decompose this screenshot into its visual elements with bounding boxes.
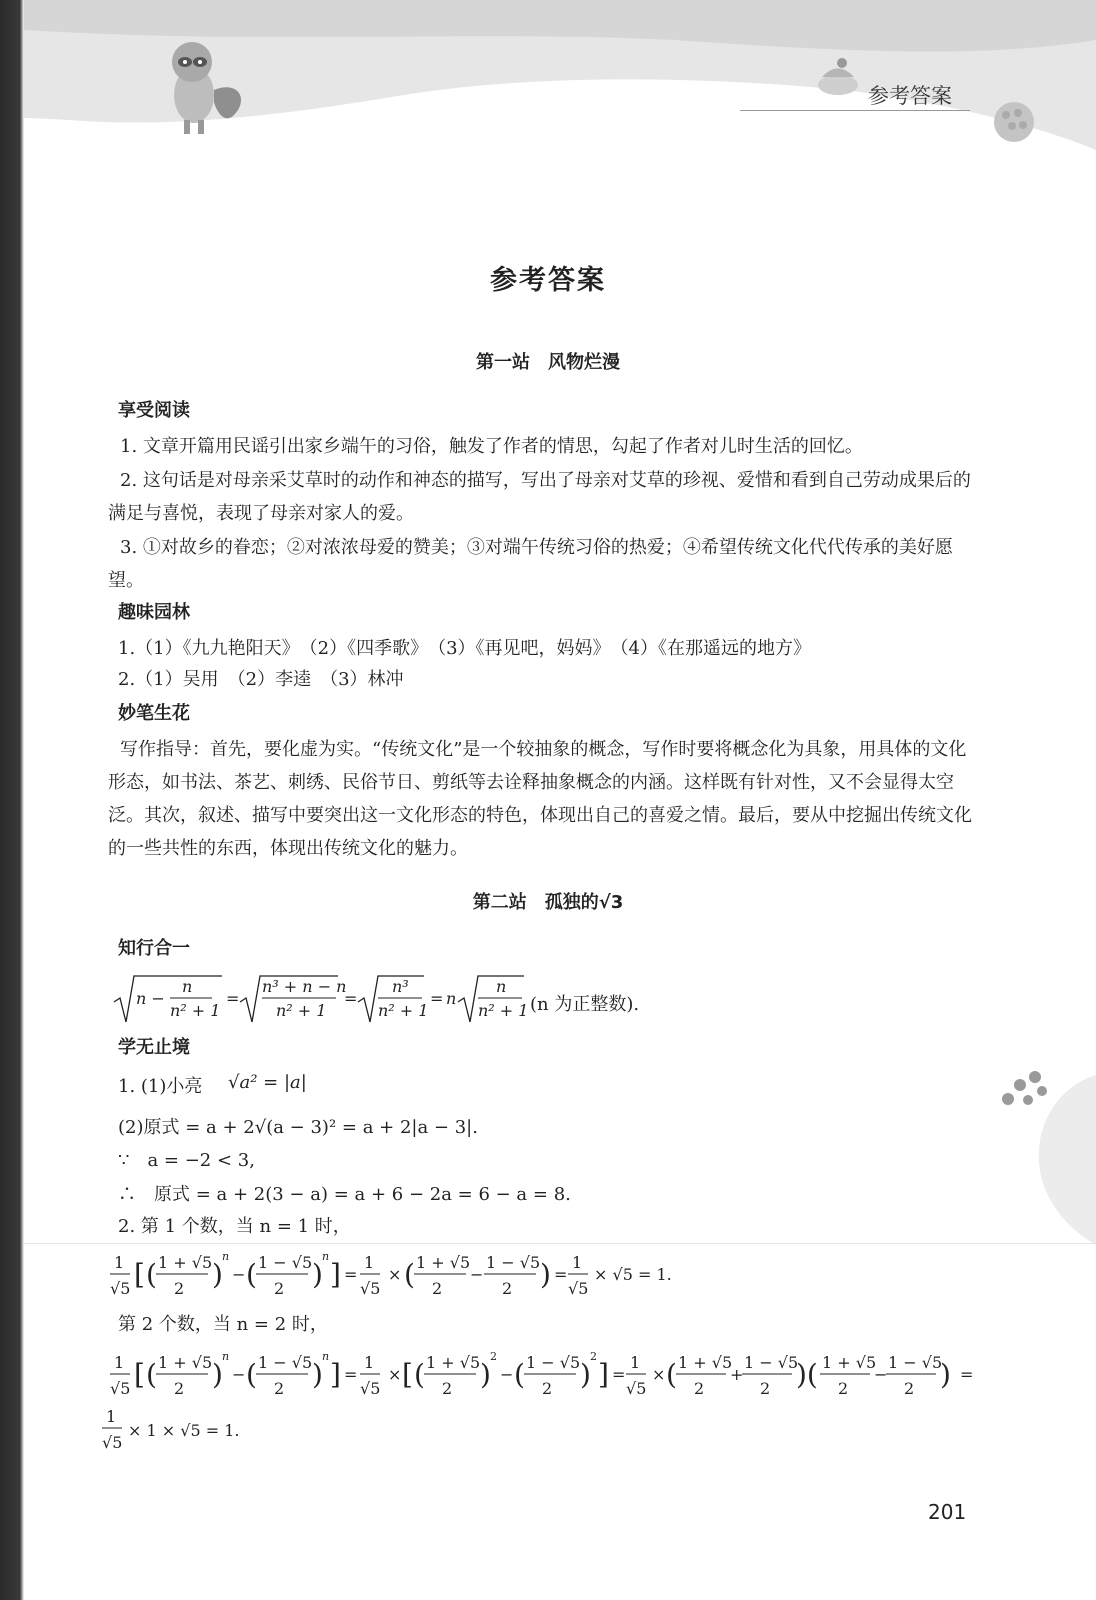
svg-text:2: 2	[838, 1379, 849, 1398]
svg-text:−: −	[874, 1365, 888, 1384]
svg-text:n² + 1: n² + 1	[378, 1001, 429, 1020]
svg-text:× √5 = 1.: × √5 = 1.	[594, 1265, 672, 1284]
svg-text:1 − √5: 1 − √5	[258, 1253, 313, 1272]
svg-text:n: n	[222, 1250, 230, 1263]
svg-text:n² + 1: n² + 1	[276, 1001, 327, 1020]
svg-text:]: ]	[330, 1258, 341, 1291]
n2-formula	[102, 1346, 988, 1456]
svg-text:−: −	[232, 1365, 246, 1384]
svg-text:): )	[312, 1358, 323, 1391]
svg-text:1: 1	[114, 1253, 125, 1272]
endless-line-5: 2. 第 1 个数，当 n = 1 时，	[118, 1216, 351, 1237]
svg-text:)(: )(	[796, 1358, 818, 1391]
svg-text:): )	[540, 1258, 551, 1291]
scan-edge-shadow	[0, 0, 24, 1600]
writing-heading: 妙笔生花	[118, 703, 190, 724]
svg-text:): )	[580, 1358, 591, 1391]
station-1-heading: 第一站 风物烂漫	[476, 352, 620, 373]
svg-text:(: (	[246, 1258, 257, 1291]
svg-text:n −: n −	[136, 989, 165, 1008]
svg-text:√5: √5	[110, 1279, 131, 1298]
svg-text:n² + 1: n² + 1	[170, 1001, 221, 1020]
svg-text:1 − √5: 1 − √5	[486, 1253, 541, 1272]
svg-text:√5: √5	[626, 1379, 647, 1398]
svg-text:2: 2	[904, 1379, 915, 1398]
svg-text:=: =	[344, 1265, 358, 1284]
svg-text:(: (	[146, 1358, 157, 1391]
raspberry-icon	[994, 102, 1034, 142]
svg-text:n³: n³	[392, 977, 409, 996]
svg-text:n: n	[322, 1250, 330, 1263]
svg-text:=: =	[344, 989, 358, 1008]
endless-heading: 学无止境	[118, 1037, 190, 1058]
unity-heading: 知行合一	[118, 938, 190, 959]
svg-text:×: ×	[388, 1265, 402, 1284]
svg-text:=: =	[612, 1365, 626, 1384]
endless-line-3: ∵ a = −2 < 3,	[118, 1150, 255, 1171]
svg-text:2: 2	[442, 1379, 453, 1398]
svg-text:(: (	[514, 1358, 525, 1391]
svg-text:√5: √5	[110, 1379, 131, 1398]
svg-text:2: 2	[174, 1279, 185, 1298]
reading-item-3: 3. ①对故乡的眷恋；②对浓浓母爱的赞美；③对端午传统习俗的热爱；④希望传统文化代代传承的美好愿望。	[108, 537, 953, 591]
svg-text:=: =	[226, 989, 240, 1008]
svg-text:2: 2	[760, 1379, 771, 1398]
svg-text:−: −	[470, 1265, 484, 1284]
svg-text:1: 1	[364, 1353, 375, 1372]
svg-text:=: =	[960, 1365, 974, 1384]
svg-text:2: 2	[694, 1379, 705, 1398]
svg-text:×: ×	[388, 1365, 402, 1384]
svg-text:1: 1	[106, 1407, 117, 1426]
svg-text:2: 2	[542, 1379, 553, 1398]
svg-text:n: n	[446, 989, 457, 1008]
svg-text:(: (	[146, 1258, 157, 1291]
svg-text:n: n	[496, 977, 507, 996]
svg-text:2: 2	[174, 1379, 185, 1398]
svg-text:1 + √5: 1 + √5	[678, 1353, 733, 1372]
endless-line-1-prefix: 1. (1)小亮	[118, 1076, 203, 1097]
svg-text:2: 2	[274, 1279, 285, 1298]
garden-heading: 趣味园林	[118, 602, 190, 623]
svg-text:√5: √5	[568, 1279, 589, 1298]
svg-text:): )	[940, 1358, 951, 1391]
svg-text:2: 2	[590, 1350, 597, 1363]
svg-text:× 1 × √5 = 1.: × 1 × √5 = 1.	[128, 1421, 240, 1440]
svg-text:1: 1	[572, 1253, 583, 1272]
svg-text:−: −	[500, 1365, 514, 1384]
svg-text:): )	[212, 1358, 223, 1391]
svg-text:1 + √5: 1 + √5	[822, 1353, 877, 1372]
svg-text:1: 1	[630, 1353, 641, 1372]
svg-text:1 + √5: 1 + √5	[416, 1253, 471, 1272]
svg-text:√5: √5	[360, 1279, 381, 1298]
svg-text:1 + √5: 1 + √5	[426, 1353, 481, 1372]
svg-text:+: +	[730, 1365, 744, 1384]
endless-line-2: (2)原式 = a + 2√(a − 3)² = a + 2|a − 3|.	[118, 1117, 478, 1138]
svg-text:1: 1	[364, 1253, 375, 1272]
svg-text:n³ + n − n: n³ + n − n	[262, 977, 347, 996]
page-number: 201	[928, 1500, 967, 1524]
svg-text:(: (	[666, 1358, 677, 1391]
reading-item-1: 1. 文章开篇用民谣引出家乡端午的习俗，触发了作者的情思，勾起了作者对儿时生活的回忆。	[120, 436, 863, 457]
svg-text:]: ]	[330, 1358, 341, 1391]
svg-text:1 − √5: 1 − √5	[526, 1353, 581, 1372]
svg-text:n² + 1: n² + 1	[478, 1001, 529, 1020]
svg-text:n: n	[322, 1350, 330, 1363]
svg-text:1 − √5: 1 − √5	[744, 1353, 799, 1372]
svg-text:2: 2	[490, 1350, 497, 1363]
svg-text:√5: √5	[102, 1433, 123, 1452]
svg-text:(: (	[414, 1358, 425, 1391]
page-title: 参考答案	[490, 265, 606, 296]
svg-text:√5: √5	[360, 1379, 381, 1398]
svg-text:=: =	[430, 989, 444, 1008]
writing-guidance: 写作指导：首先，要化虚为实。“传统文化”是一个较抽象的概念，写作时要将概念化为具象，用具体的文化形态，如书法、茶艺、刺绣、民俗节日、剪纸等去诠释抽象概念的内涵。这样既有针对性，又不会显得太空泛。其次，叙述、描写中要突出这一文化形态的特色，体现出自己的喜爱之情。最后，要从中挖掘出传统文化的一些共性的东西，体现出传统文化的魅力。	[108, 739, 972, 859]
svg-text:=: =	[554, 1265, 568, 1284]
page-fold-line	[24, 1243, 1096, 1244]
station-2-heading: 第二站 孤独的√3	[472, 892, 624, 913]
unity-formula-note: (n 为正整数).	[530, 994, 640, 1015]
endless-line-6: 第 2 个数，当 n = 2 时，	[118, 1314, 328, 1335]
svg-text:): )	[212, 1258, 223, 1291]
header-label: 参考答案	[868, 84, 952, 108]
svg-text:2: 2	[274, 1379, 285, 1398]
endless-line-1-expr: √a² = |a|	[228, 1072, 307, 1093]
garden-line-2: 2.（1）吴用 （2）李逵 （3）林冲	[118, 669, 404, 690]
svg-text:1 − √5: 1 − √5	[258, 1353, 313, 1372]
svg-text:n: n	[222, 1350, 230, 1363]
svg-text:1 + √5: 1 + √5	[158, 1353, 213, 1372]
svg-text:2: 2	[432, 1279, 443, 1298]
reading-item-2: 2. 这句话是对母亲采艾草时的动作和神态的描写，写出了母亲对艾草的珍视、爱惜和看到自己劳动成果后的满足与喜悦，表现了母亲对家人的爱。	[108, 470, 971, 524]
svg-text:): )	[480, 1358, 491, 1391]
svg-text:n: n	[182, 977, 193, 996]
svg-text:×: ×	[652, 1365, 666, 1384]
svg-text:[: [	[402, 1358, 413, 1391]
leaf-decoration	[990, 1055, 1096, 1255]
svg-text:(: (	[404, 1258, 415, 1291]
svg-text:1 − √5: 1 − √5	[888, 1353, 943, 1372]
n1-formula	[108, 1246, 672, 1306]
garden-line-1: 1.（1）《九九艳阳天》 （2）《四季歌》 （3）《再见吧，妈妈》 （4）《在那遥远的地方》	[118, 638, 811, 659]
svg-text:[: [	[134, 1258, 145, 1291]
reading-heading: 享受阅读	[118, 400, 190, 421]
svg-text:=: =	[344, 1365, 358, 1384]
svg-text:2: 2	[502, 1279, 513, 1298]
svg-text:[: [	[134, 1358, 145, 1391]
svg-text:(: (	[246, 1358, 257, 1391]
header-rule	[740, 110, 970, 111]
svg-text:1: 1	[114, 1353, 125, 1372]
svg-text:): )	[312, 1258, 323, 1291]
svg-text:]: ]	[598, 1358, 609, 1391]
svg-text:1 + √5: 1 + √5	[158, 1253, 213, 1272]
svg-text:−: −	[232, 1265, 246, 1284]
endless-line-4: ∴ 原式 = a + 2(3 − a) = a + 6 − 2a = 6 − a = 8.	[118, 1184, 571, 1205]
